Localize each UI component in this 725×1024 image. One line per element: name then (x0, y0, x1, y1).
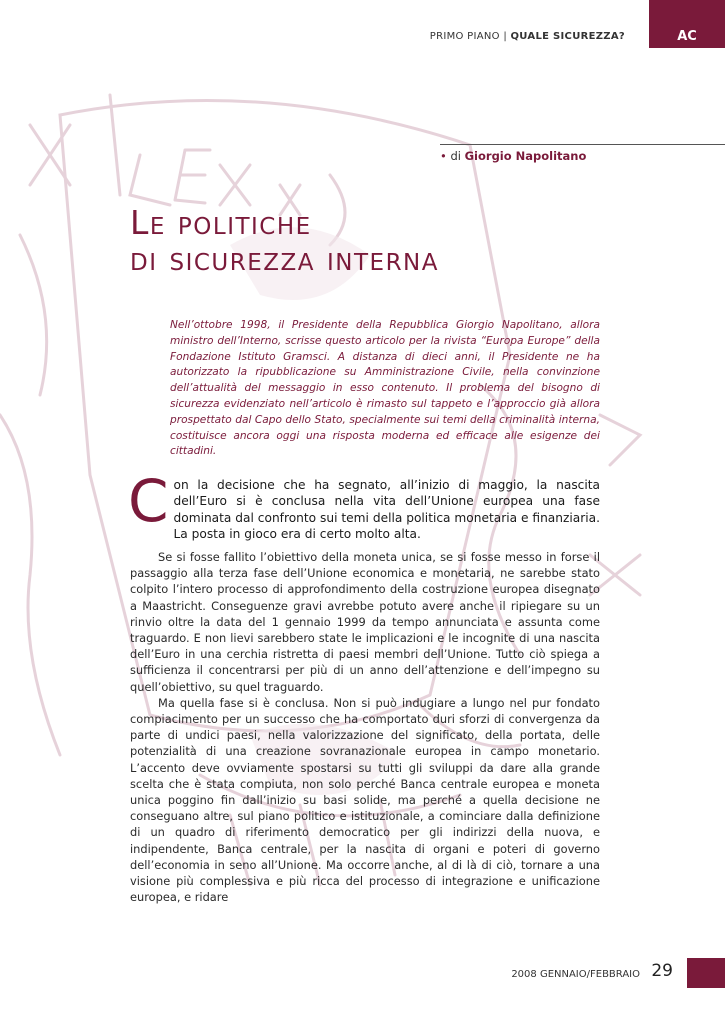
page-footer (0, 958, 725, 988)
article-title-line-2: di sicurezza interna (130, 239, 439, 278)
article-title-line-1: Le politiche (130, 203, 312, 242)
section-separator: | (503, 31, 508, 42)
section-topic: QUALE SICUREZZA? (510, 31, 625, 42)
body-paragraph: Se si fosse fallito l’obiettivo della moneta unica, se si fosse messo in forse il passaggio alla terza fase dell’Unione economica e monetaria, ne sarebbe stato colpito l’intero processo di approfondimento della costruzione europea disegnato a Maastricht. Conseguenze gravi avrebbe potuto avere anche il ripiegare su un rinvio oltre la data del 1 gennaio 1999 da tempo annunciata e assunta come traguardo. E non lievi sarebbero state le implicazioni e le incognite di una nascita dell’Euro in una cerchia ristretta di paesi membri dell’Unione. Tutto ciò spiega a sufficienza il concentrarsi per più di un anno dell’attenzione e dell’impegno su quell’obiettivo, su quel traguardo. (130, 550, 600, 694)
lede-text: on la decisione che ha segnato, all’inizio di maggio, la nascita dell’Euro si è conclusa nella vita dell’Unione europea una fase dominata dal confronto sui temi della politica monetaria e finanziaria. La posta in gioco era di certo molto alta. (173, 478, 600, 542)
byline-author: Giorgio Napolitano (464, 149, 587, 163)
intro-paragraph: Nell’ottobre 1998, il Presidente della Repubblica Giorgio Napolitano, allora ministro dell’Interno, scrisse questo articolo per la rivista “Europa Europe” della Fondazione Istituto Gramsci. A distanza di dieci anni, il Presidente ne ha autorizzato la ripubblicazione su Amministrazione Civile, nella convinzione dell’attualità del messaggio in esso contenuto. Il problema del bisogno di sicurezza evidenziato nell’articolo è rimasto sul tappeto e l’approccio già allora prospettato dal Capo dello Stato, specialmente sui temi della criminalità interna, costituisce ancora oggi una risposta moderna ed efficace alle esigenze dei cittadini. (170, 319, 600, 458)
lede-paragraph (128, 467, 600, 543)
byline-divider (440, 144, 725, 145)
article-body (130, 549, 600, 905)
byline-prefix: di (450, 149, 461, 163)
page-number: 29 (651, 961, 673, 981)
byline-block (440, 144, 725, 163)
byline (440, 149, 725, 163)
body-paragraph: Ma quella fase si è conclusa. Non si può indugiare a lungo nel pur fondato compiacimento per un successo che ha comportato duri sforzi di convergenza da parte di undici paesi, nella valorizzazione del significato, della portata, delle potenzialità di una creazione sovranazionale europea in campo monetario. L’accento deve ovviamente spostarsi su tutti gli sviluppi da dare alla grande scelta che è stata compiuta, non solo perché Banca centrale europea e moneta unica poggino fin dall’inizio su basi solide, ma perché a quella decisione ne conseguano altre, sul piano politico e istituzionale, a cominciare dalla definizione di un quadro di riferimento democratico per gli indirizzi della nuova, e indipendente, Banca centrale, per la nascita di organi e poteri di governo dell’economia in seno all’Unione. Ma occorre anche, al di là di ciò, tornare a una visione più complessiva e più ricca del processo di integrazione e unificazione europea, e ridare (130, 695, 600, 905)
footer-accent-bar (687, 958, 725, 988)
page-header (0, 27, 725, 47)
article-title (130, 205, 439, 277)
issue-date: 2008 GENNAIO/FEBBRAIO (511, 969, 640, 980)
journal-tag: AC (649, 0, 725, 48)
byline-bullet: • (440, 149, 447, 163)
section-name: PRIMO PIANO (429, 31, 500, 42)
section-label (430, 31, 625, 42)
drop-cap: C (128, 467, 169, 535)
